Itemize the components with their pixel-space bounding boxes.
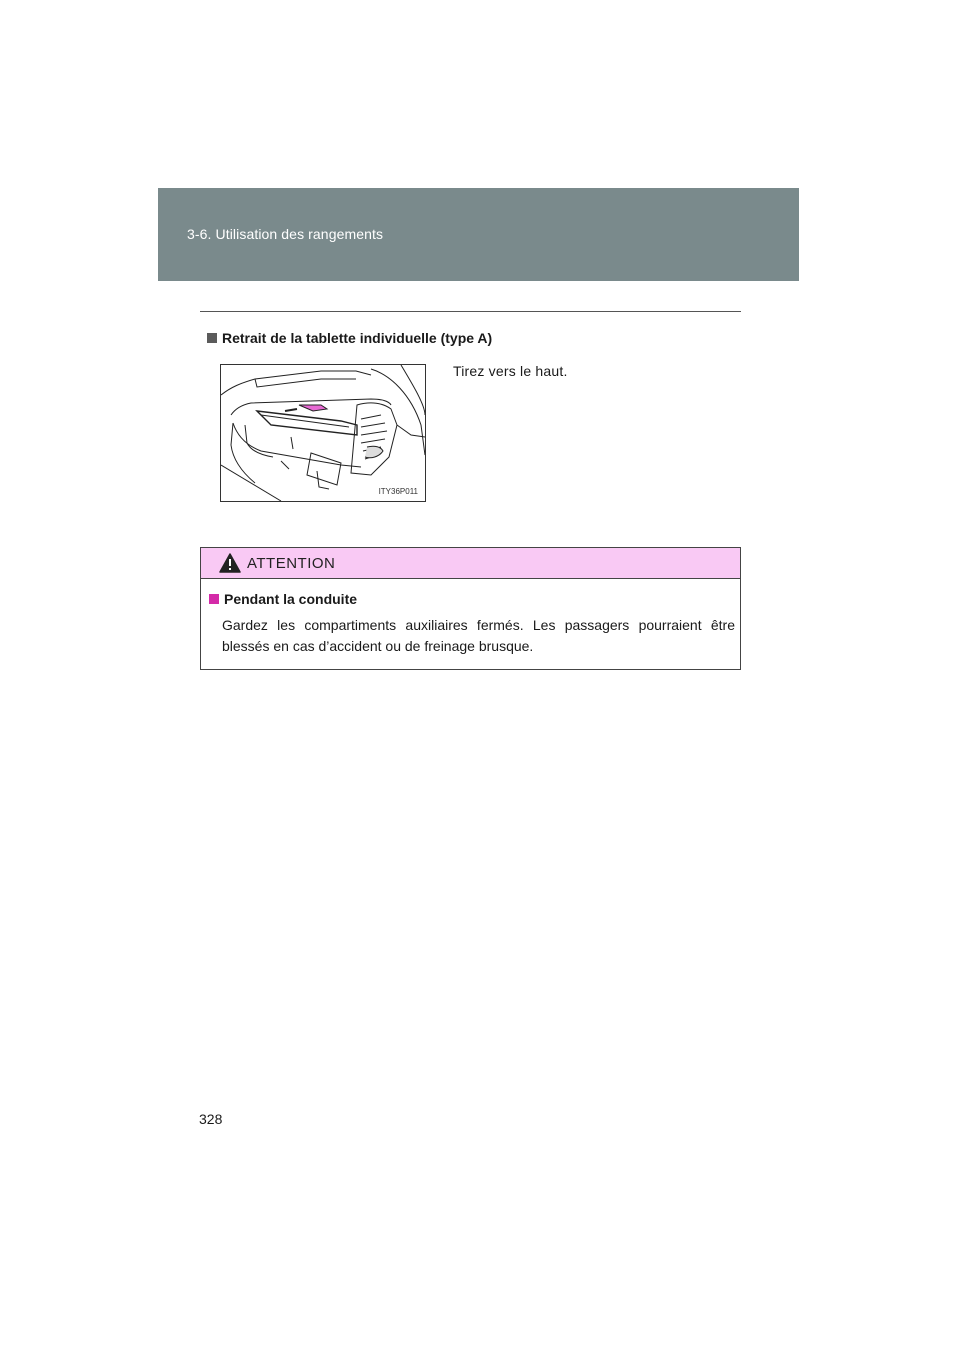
square-bullet-icon [207,333,217,343]
figure-code: ITY36P011 [378,487,418,496]
attention-box [200,547,741,670]
section-header-label: 3-6. Utilisation des rangements [187,226,384,242]
page-number: 328 [199,1111,223,1127]
tray-removal-illustration [221,365,425,501]
dashboard-illustration [220,364,426,502]
instruction-text: Tirez vers le haut. [453,363,568,379]
attention-header [201,548,740,579]
warning-triangle-icon [219,553,241,573]
magenta-square-bullet-icon [209,594,219,604]
section-header-bar [158,188,799,281]
subsection-title-text: Retrait de la tablette individuelle (type A) [222,330,493,346]
attention-subtitle [209,591,357,607]
attention-title: ATTENTION [247,554,336,572]
attention-subtitle-text: Pendant la conduite [224,591,358,607]
attention-body: Gardez les compartiments auxiliaires fermés. Les passagers pourraient être blessés en cas d’accident ou de freinage brusque. [222,617,735,654]
section-divider [200,311,741,312]
subsection-title [207,330,492,346]
